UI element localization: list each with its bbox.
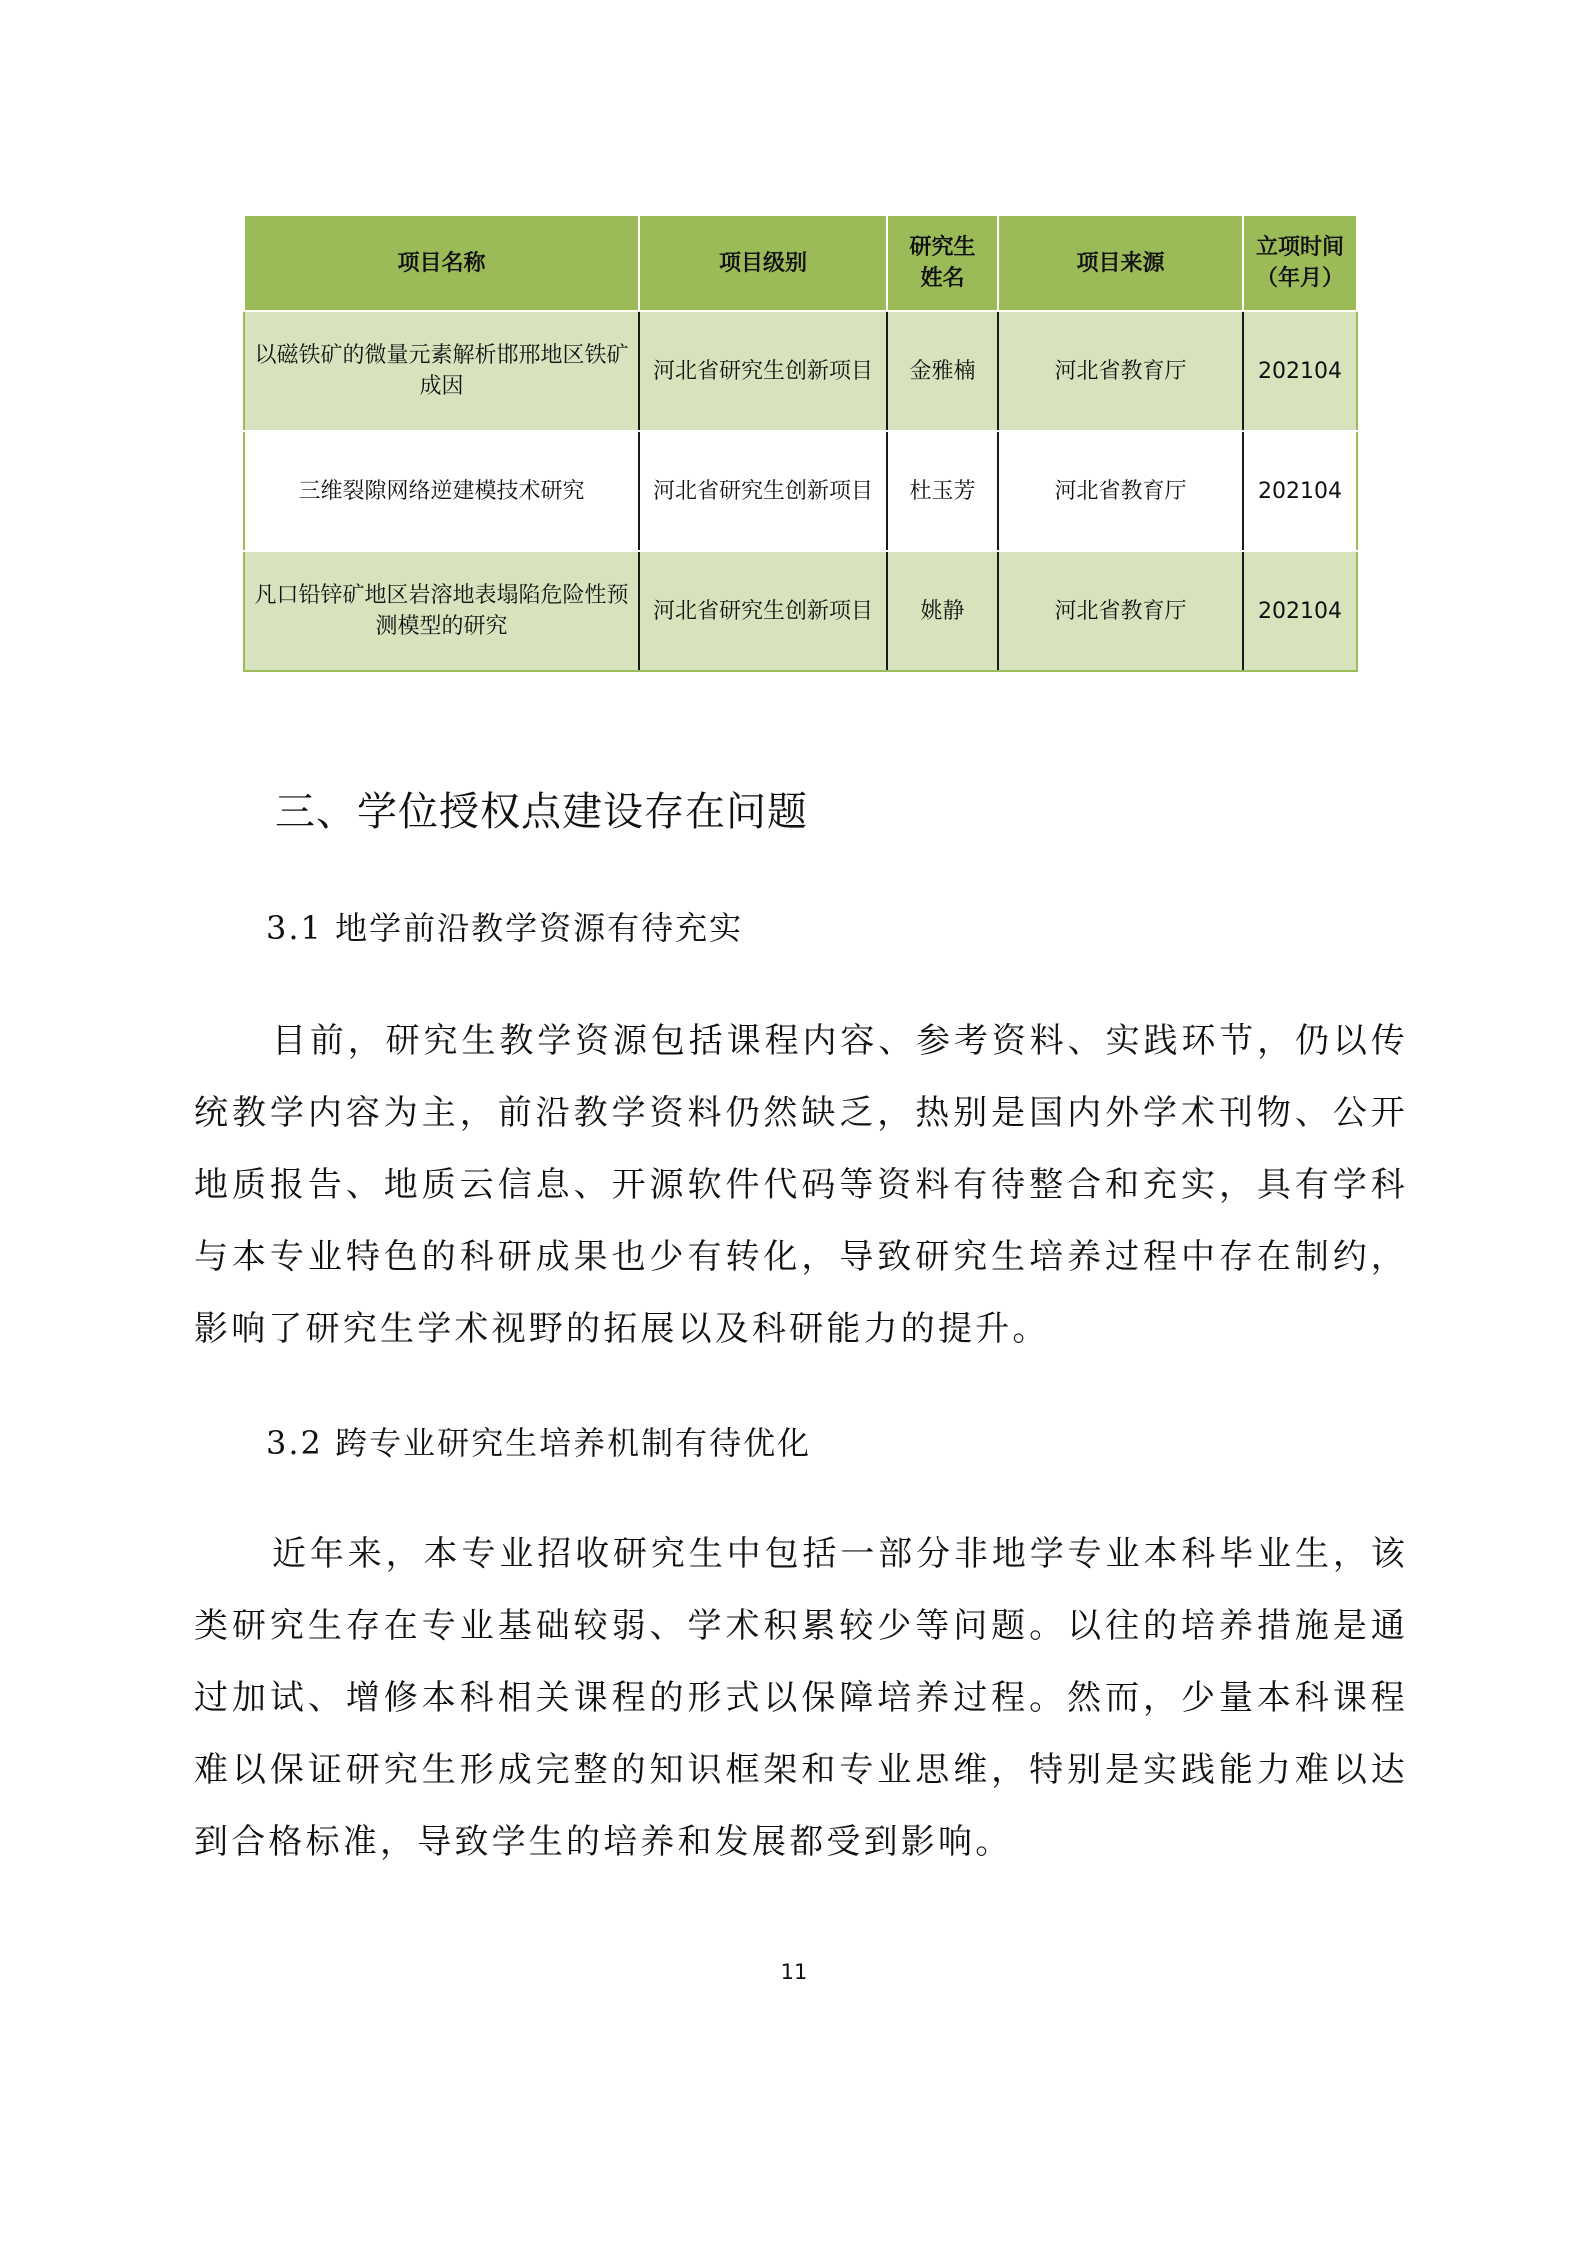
project-table [243,214,1358,672]
header-start-date [1243,215,1357,311]
cell-project-source: 河北省教育厅 [998,431,1243,551]
cell-project-source: 河北省教育厅 [998,311,1243,431]
header-line: 立项时间 [1255,235,1344,260]
header-student-name [887,215,998,311]
cell-start-date: 202104 [1243,431,1357,551]
table-row [244,551,1357,671]
subsection-title-3-1: 3.1 地学前沿教学资源有待充实 [266,909,744,947]
cell-start-date: 202104 [1243,551,1357,671]
cell-project-level: 河北省研究生创新项目 [639,311,887,431]
header-line: （年月） [1255,266,1344,291]
header-line: 研究生 [909,235,976,260]
cell-student-name: 杜玉芳 [887,431,998,551]
header-project-source: 项目来源 [998,215,1243,311]
header-line: 姓名 [920,266,965,291]
subsection-title-3-2: 3.2 跨专业研究生培养机制有待优化 [266,1424,812,1462]
header-project-name: 项目名称 [244,215,639,311]
cell-start-date: 202104 [1243,311,1357,431]
cell-project-name: 三维裂隙网络逆建模技术研究 [244,431,639,551]
cell-student-name: 金雅楠 [887,311,998,431]
cell-project-name: 以磁铁矿的微量元素解析邯邢地区铁矿成因 [244,311,639,431]
cell-project-level: 河北省研究生创新项目 [639,551,887,671]
cell-project-source: 河北省教育厅 [998,551,1243,671]
cell-student-name: 姚静 [887,551,998,671]
paragraph-3-1: 目前，研究生教学资源包括课程内容、参考资料、实践环节，仍以传统教学内容为主，前沿教学资料仍然缺乏，热别是国内外学术刊物、公开地质报告、地质云信息、开源软件代码等资料有待整合和充实，具有学科与本专业特色的科研成果也少有转化，导致研究生培养过程中存在制约，影响了研究生学术视野的拓展以及科研能力的提升。 [194,1021,1408,1349]
header-project-level: 项目级别 [639,215,887,311]
section-title: 三、学位授权点建设存在问题 [275,789,808,835]
cell-project-level: 河北省研究生创新项目 [639,431,887,551]
paragraph-3-2: 近年来，本专业招收研究生中包括一部分非地学专业本科毕业生，该类研究生存在专业基础较弱、学术积累较少等问题。以往的培养措施是通过加试、增修本科相关课程的形式以保障培养过程。然而，少量本科课程难以保证研究生形成完整的知识框架和专业思维，特别是实践能力难以达到合格标准，导致学生的培养和发展都受到影响。 [194,1534,1408,1862]
cell-project-name: 凡口铅锌矿地区岩溶地表塌陷危险性预测模型的研究 [244,551,639,671]
table-header-row [244,215,1357,311]
table-row [244,311,1357,431]
table-row [244,431,1357,551]
page-number: 11 [780,1960,808,1984]
